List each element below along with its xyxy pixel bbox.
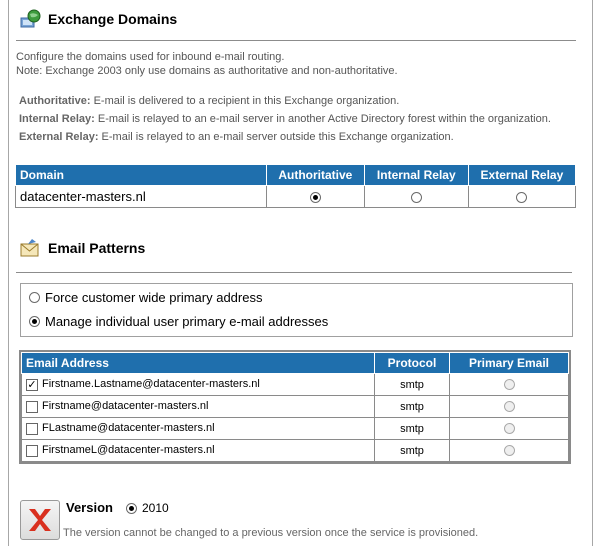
table-row bbox=[22, 374, 569, 396]
pattern-options-box bbox=[20, 283, 573, 337]
email-checkbox[interactable]: ✓ bbox=[27, 378, 37, 391]
domains-table bbox=[15, 164, 576, 208]
email-address: Firstname@datacenter-masters.nl bbox=[42, 400, 209, 413]
primary-email-radio[interactable] bbox=[504, 423, 515, 434]
version-option[interactable] bbox=[126, 501, 169, 515]
primary-email-cell bbox=[450, 396, 569, 418]
definition-term: Internal Relay: bbox=[19, 113, 95, 125]
globe-computer-icon bbox=[20, 9, 42, 29]
divider bbox=[16, 40, 576, 41]
email-address-cell bbox=[22, 440, 375, 462]
table-header-row bbox=[22, 353, 569, 374]
definition-text: E-mail is relayed to an e-mail server outside this Exchange organization. bbox=[101, 131, 454, 143]
external-relay-cell bbox=[468, 186, 575, 208]
definition-text: E-mail is relayed to an e-mail server in another Active Directory forest within the organization. bbox=[97, 113, 551, 125]
primary-email-cell bbox=[450, 440, 569, 462]
column-header-external-relay: External Relay bbox=[468, 165, 575, 186]
version-value: 2010 bbox=[142, 501, 169, 515]
definition-text: E-mail is delivered to a recipient in this Exchange organization. bbox=[93, 95, 400, 107]
internal-relay-radio[interactable] bbox=[411, 192, 422, 203]
domains-description bbox=[16, 50, 398, 78]
email-address-table bbox=[21, 352, 569, 462]
version-note: The version cannot be changed to a previous version once the service is provisioned. bbox=[63, 527, 479, 539]
definition-internal-relay bbox=[19, 113, 551, 125]
email-checkbox[interactable] bbox=[26, 401, 38, 413]
definition-authoritative bbox=[19, 95, 399, 107]
table-row bbox=[16, 186, 576, 208]
email-address-cell bbox=[22, 396, 375, 418]
email-checkbox[interactable] bbox=[26, 423, 38, 435]
email-address-cell bbox=[22, 374, 375, 396]
protocol: smtp bbox=[375, 440, 450, 462]
envelope-icon bbox=[20, 238, 42, 258]
primary-email-radio[interactable] bbox=[504, 401, 515, 412]
option-label: Manage individual user primary e-mail addresses bbox=[45, 314, 329, 329]
primary-email-radio[interactable] bbox=[504, 445, 515, 456]
email-address: Firstname.Lastname@datacenter-masters.nl bbox=[42, 378, 260, 391]
column-header-email-address: Email Address bbox=[22, 353, 375, 374]
table-row bbox=[22, 396, 569, 418]
definition-term: External Relay: bbox=[19, 131, 99, 143]
exchange-domains-heading bbox=[20, 9, 177, 29]
email-address: FirstnameL@datacenter-masters.nl bbox=[42, 444, 215, 457]
email-address-cell bbox=[22, 418, 375, 440]
internal-relay-cell bbox=[364, 186, 468, 208]
description-line: Note: Exchange 2003 only use domains as authoritative and non-authoritative. bbox=[16, 65, 398, 77]
primary-email-cell bbox=[450, 418, 569, 440]
protocol: smtp bbox=[375, 418, 450, 440]
column-header-authoritative: Authoritative bbox=[266, 165, 364, 186]
divider bbox=[16, 272, 572, 273]
column-header-internal-relay: Internal Relay bbox=[364, 165, 468, 186]
manage-individual-option[interactable] bbox=[29, 314, 328, 329]
column-header-protocol: Protocol bbox=[375, 353, 450, 374]
table-row bbox=[22, 418, 569, 440]
primary-email-cell bbox=[450, 374, 569, 396]
force-primary-option[interactable] bbox=[29, 290, 262, 305]
manage-individual-radio[interactable] bbox=[29, 316, 40, 327]
page-title: Exchange Domains bbox=[48, 11, 178, 27]
domain-name: datacenter-masters.nl bbox=[16, 186, 267, 208]
definition-external-relay bbox=[19, 131, 454, 143]
description-line: Configure the domains used for inbound e-mail routing. bbox=[16, 51, 285, 63]
authoritative-cell bbox=[266, 186, 364, 208]
version-label: Version bbox=[66, 500, 113, 515]
email-address: FLastname@datacenter-masters.nl bbox=[42, 422, 215, 435]
external-relay-radio[interactable] bbox=[516, 192, 527, 203]
definition-term: Authoritative: bbox=[19, 95, 91, 107]
version-radio[interactable] bbox=[126, 503, 137, 514]
protocol: smtp bbox=[375, 374, 450, 396]
table-row bbox=[22, 440, 569, 462]
content-frame bbox=[8, 0, 593, 546]
section-title: Email Patterns bbox=[48, 240, 146, 256]
exchange-logo-icon bbox=[20, 500, 60, 540]
email-checkbox[interactable] bbox=[26, 445, 38, 457]
table-header-row bbox=[16, 165, 576, 186]
protocol: smtp bbox=[375, 396, 450, 418]
column-header-primary-email: Primary Email bbox=[450, 353, 569, 374]
option-label: Force customer wide primary address bbox=[45, 290, 263, 305]
email-patterns-heading bbox=[20, 238, 145, 258]
authoritative-radio[interactable] bbox=[310, 192, 321, 203]
column-header-domain: Domain bbox=[16, 165, 267, 186]
primary-email-radio[interactable] bbox=[504, 379, 515, 390]
force-primary-radio[interactable] bbox=[29, 292, 40, 303]
email-address-table-frame bbox=[19, 350, 571, 464]
